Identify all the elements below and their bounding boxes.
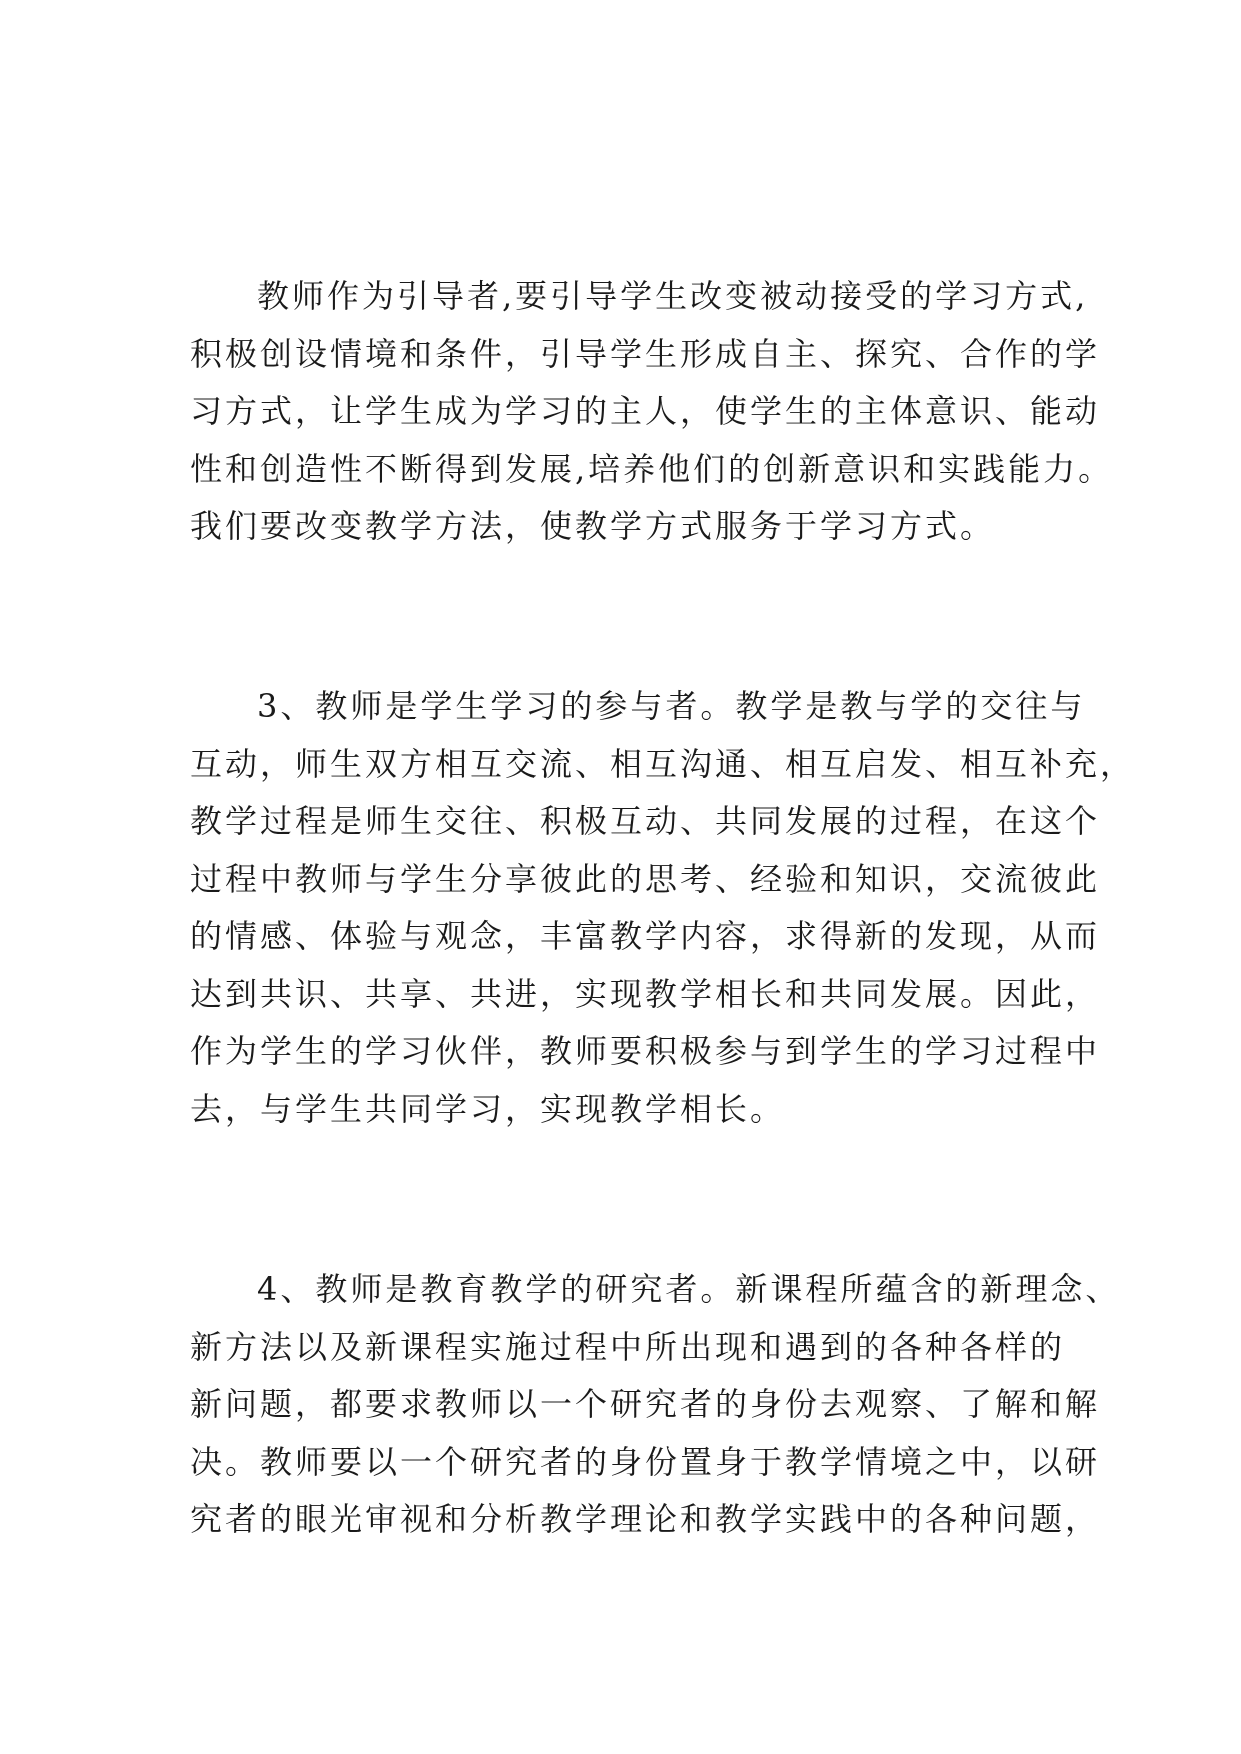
paragraph-line: 新问题，都要求教师以一个研究者的身份去观察、了解和解 — [190, 1385, 1101, 1423]
paragraph-line: 积极创设情境和条件，引导学生形成自主、探究、合作的学 — [190, 334, 1101, 373]
paragraph-line: 3、教师是学生学习的参与者。教学是教与学的交往与 — [257, 687, 1086, 725]
paragraph-guide — [190, 268, 1113, 556]
paragraph-line: 教师作为引导者,要引导学生改变被动接受的学习方式, — [257, 277, 1089, 315]
paragraph-line: 我们要改变教学方法，使教学方式服务于学习方式。 — [190, 507, 996, 545]
paragraph-line: 互动，师生双方相互交流、相互沟通、相互启发、相互补充， — [190, 744, 1136, 783]
paragraph-researcher — [190, 1261, 1120, 1549]
paragraph-line: 作为学生的学习伙伴，教师要积极参与到学生的学习过程中 — [190, 1032, 1101, 1070]
paragraph-line: 达到共识、共享、共进，实现教学相长和共同发展。因此， — [190, 974, 1101, 1013]
paragraph-line: 4、教师是教育教学的研究者。新课程所蕴含的新理念、 — [257, 1270, 1121, 1308]
paragraph-line: 习方式，让学生成为学习的主人，使学生的主体意识、能动 — [190, 392, 1101, 430]
paragraph-line: 去，与学生共同学习，实现教学相长。 — [190, 1089, 786, 1128]
paragraph-line: 新方法以及新课程实施过程中所出现和遇到的各种各样的 — [190, 1327, 1066, 1366]
paragraph-line: 的情感、体验与观念，丰富教学内容，求得新的发现，从而 — [190, 917, 1101, 955]
paragraph-line: 教学过程是师生交往、积极互动、共同发展的过程，在这个 — [190, 802, 1101, 840]
paragraph-participant — [190, 678, 1135, 1138]
paragraph-line: 决。教师要以一个研究者的身份置身于教学情境之中，以研 — [190, 1442, 1101, 1481]
paragraph-line: 过程中教师与学生分享彼此的思考、经验和知识，交流彼此 — [190, 859, 1101, 898]
paragraph-line: 究者的眼光审视和分析教学理论和教学实践中的各种问题， — [190, 1500, 1101, 1538]
paragraph-line: 性和创造性不断得到发展,培养他们的创新意识和实践能力。 — [190, 449, 1114, 488]
